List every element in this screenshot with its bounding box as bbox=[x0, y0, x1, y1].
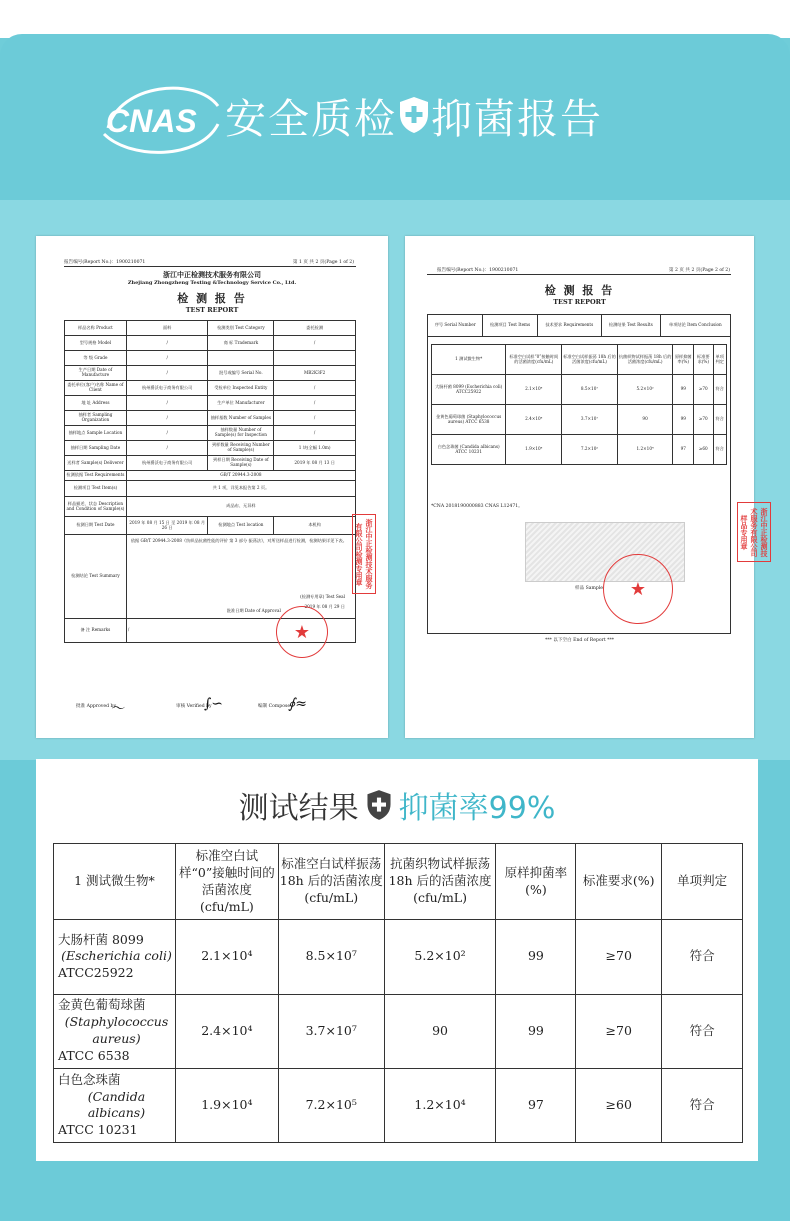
results-cell-verdict: 符合 bbox=[662, 994, 743, 1068]
doc1-info-row bbox=[65, 366, 356, 381]
doc1-company-cn: 浙江中正检测技术服务有限公司 bbox=[163, 270, 261, 279]
doc2-sample-label: 样品 Sample bbox=[575, 586, 604, 591]
results-organism-latin: (Candida albicans) bbox=[87, 1088, 146, 1121]
doc2-title-en: TEST REPORT bbox=[553, 298, 606, 306]
doc1-info-row bbox=[65, 441, 356, 456]
results-row bbox=[54, 920, 743, 994]
doc2-result-cell: 符合 bbox=[713, 435, 727, 465]
doc2-page-number: 第 2 页 共 2 页(Page 2 of 2) bbox=[668, 268, 730, 273]
header-title-part2: 抑菌报告 bbox=[431, 94, 603, 143]
doc1-info-cell: 杭州爵沃电子商务有限公司 bbox=[126, 381, 208, 396]
doc1-info-cell: 送样者 Sample(s) Deliverer bbox=[65, 456, 127, 471]
doc1-info-row bbox=[65, 336, 356, 351]
doc1-summary-label: 检测结论 Test Summary bbox=[65, 535, 127, 619]
results-cell-verdict: 符合 bbox=[662, 1068, 743, 1142]
results-header-cell: 1 测试微生物* bbox=[54, 844, 176, 920]
doc1-title-en: TEST REPORT bbox=[185, 306, 239, 314]
doc2-inner-header-cell: 抗菌织物试样振荡 18h 后的活菌浓度(cfu/mL) bbox=[617, 345, 673, 375]
doc2-header-cell: 序号 Serial Number bbox=[428, 315, 483, 337]
doc1-info-cell: / bbox=[126, 351, 208, 366]
results-header-cell: 原样抑菌率(%) bbox=[496, 844, 576, 920]
doc2-header-cell: 检测结果 Test Results bbox=[601, 315, 660, 337]
doc1-report-no: 报告编号(Report No.)：1900210071 bbox=[64, 260, 146, 265]
doc1-date-label: 检测日期 Test Date bbox=[65, 517, 127, 535]
doc1-info-cell: 抽样基数 Number of Samples bbox=[208, 411, 274, 426]
doc1-info-cell: 样品名称 Product bbox=[65, 321, 127, 336]
svg-text:CNAS: CNAS bbox=[106, 103, 197, 139]
doc1-info-cell: / bbox=[126, 426, 208, 441]
doc1-info-cell: 委托检测 bbox=[274, 321, 356, 336]
doc2-title-cn: 检 测 报 告 bbox=[544, 284, 615, 297]
doc1-seal-text: (检测专用章) Test Seal bbox=[300, 594, 345, 600]
doc1-info-row bbox=[65, 381, 356, 396]
doc1-info-cell: / bbox=[274, 426, 356, 441]
doc2-inner-header-cell: 标准空白试样“0”接触时间的活菌浓度(cfu/mL) bbox=[506, 345, 562, 375]
doc1-info-cell: 到样日期 Receiving Date of Sample(s) bbox=[208, 456, 274, 471]
doc1-info-cell: / bbox=[274, 411, 356, 426]
doc1-info-row bbox=[65, 456, 356, 471]
doc1-info-cell: 抽样者 Sampling Organization bbox=[65, 411, 127, 426]
doc1-info-cell: / bbox=[126, 366, 208, 381]
doc1-verified-label: 审核 Verified by bbox=[176, 704, 212, 709]
top-white-band bbox=[0, 0, 790, 38]
doc2-result-cell: ≥70 bbox=[694, 405, 713, 435]
doc1-compose-label: 编制 Compose bbox=[258, 704, 291, 709]
doc1-info-cell: 生产单位 Manufacturer bbox=[208, 396, 274, 411]
doc1-info-cell: 批号或编号 Serial No. bbox=[208, 366, 274, 381]
star-icon: ★ bbox=[629, 578, 647, 600]
doc1-info-cell: / bbox=[126, 441, 208, 456]
results-header-cell: 抗菌织物试样振荡 18h 后的活菌浓度(cfu/mL) bbox=[384, 844, 496, 920]
doc2-red-seal bbox=[603, 554, 673, 624]
results-cell-ca: 90 bbox=[384, 994, 496, 1068]
doc2-result-cell: 5.2×10² bbox=[617, 375, 673, 405]
doc1-info-cell: 受检单位 Inspected Entity bbox=[208, 381, 274, 396]
doc2-result-cell: 2.1×10⁴ bbox=[506, 375, 562, 405]
doc1-info-row bbox=[65, 411, 356, 426]
page-header bbox=[100, 76, 700, 156]
results-organism-cell bbox=[54, 994, 176, 1068]
results-cell-req: ≥70 bbox=[576, 994, 662, 1068]
results-organism-strain: ATCC 6538 bbox=[58, 1048, 130, 1063]
cnas-logo-icon bbox=[100, 76, 222, 156]
doc1-basis-label: 检测依据 Test Requirements bbox=[65, 471, 127, 481]
doc1-items-label: 检测项目 Test Item(s) bbox=[65, 481, 127, 497]
doc1-info-cell: / bbox=[274, 396, 356, 411]
doc1-composer-signature: ∮≈ bbox=[288, 696, 308, 712]
bottom-strip bbox=[0, 1168, 790, 1221]
doc2-header-cell: 检测项目 Test Items bbox=[483, 315, 537, 337]
doc1-desc-value: 成品布、无异样 bbox=[126, 497, 355, 517]
results-table bbox=[53, 843, 743, 1143]
doc2-result-cell: 白色念珠菌 (Candida albicans) ATCC 10231 bbox=[432, 435, 506, 465]
results-cell-ca: 5.2×10² bbox=[384, 920, 496, 994]
doc2-footnote: *CNA 2018190000883 CNAS L12471。 bbox=[431, 504, 523, 509]
doc2-inner-header-cell: 原样抑菌率(%) bbox=[673, 345, 694, 375]
doc2-result-cell: 7.2×10⁵ bbox=[562, 435, 618, 465]
doc2-result-cell: 90 bbox=[617, 405, 673, 435]
doc2-inner-header-cell: 1 测试微生物* bbox=[432, 345, 506, 375]
doc1-desc-label: 样品描述、状态 Description and Condition of Sample(s) bbox=[65, 497, 127, 517]
doc1-info-cell: 抽样日期 Sampling Date bbox=[65, 441, 127, 456]
doc1-remarks-value: / bbox=[126, 619, 355, 643]
results-organism-name: 金黄色葡萄球菌 bbox=[58, 997, 146, 1013]
doc2-result-cell: 1.2×10⁴ bbox=[617, 435, 673, 465]
results-cell-verdict: 符合 bbox=[662, 920, 743, 994]
doc1-info-cell: 商 标 Trademark bbox=[208, 336, 274, 351]
results-cell-rate: 97 bbox=[496, 1068, 576, 1142]
results-title-part2: 抑菌率99% bbox=[398, 791, 556, 826]
doc1-info-cell: / bbox=[274, 336, 356, 351]
doc2-side-stamp: 浙江中正检测技术服务有限公司样品专用章 bbox=[737, 502, 771, 562]
doc2-result-cell: 99 bbox=[673, 375, 694, 405]
doc1-info-cell: 到样数量 Receiving Number of Sample(s) bbox=[208, 441, 274, 456]
results-cell-req: ≥70 bbox=[576, 920, 662, 994]
doc1-approved-label: 批准 Approved by bbox=[76, 704, 117, 709]
doc1-info-cell: 等 级 Grade bbox=[65, 351, 127, 366]
doc1-info-cell: 委托单位(客户)名称 Name of Client bbox=[65, 381, 127, 396]
doc2-result-table bbox=[431, 344, 727, 465]
doc1-approval-label: 批准日期 Date of Approval bbox=[226, 608, 281, 614]
doc1-red-seal bbox=[276, 606, 328, 658]
doc1-rule bbox=[64, 266, 356, 267]
doc1-info-cell: 抽样数量 Number of Sample(s) for Inspection bbox=[208, 426, 274, 441]
doc1-info-cell: / bbox=[126, 336, 208, 351]
doc1-info-cell: 生产日期 Date of Manufacture bbox=[65, 366, 127, 381]
doc2-header-table bbox=[427, 314, 731, 337]
doc1-location-label: 检测地点 Test location bbox=[208, 517, 274, 535]
doc2-result-cell: 符合 bbox=[713, 405, 727, 435]
doc2-rule bbox=[427, 274, 731, 275]
doc1-remarks-label: 备 注 Remarks bbox=[65, 619, 127, 643]
results-cell-c18: 3.7×10⁷ bbox=[278, 994, 384, 1068]
doc1-info-row bbox=[65, 426, 356, 441]
doc2-result-row bbox=[432, 375, 727, 405]
doc1-location-value: 本机构 bbox=[274, 517, 356, 535]
results-cell-ca: 1.2×10⁴ bbox=[384, 1068, 496, 1142]
doc1-info-cell: / bbox=[126, 396, 208, 411]
doc1-info-cell: 检测类别 Test Category bbox=[208, 321, 274, 336]
results-organism-strain: ATCC 10231 bbox=[58, 1122, 138, 1138]
header-title-part1: 安全质检 bbox=[225, 94, 397, 143]
doc1-basis-value: GB/T 20944.3-2008 bbox=[126, 471, 355, 481]
doc1-info-cell: MB2K3F2 bbox=[274, 366, 356, 381]
doc2-inner-header-cell: 标准空白试样振荡 18h 后的活菌浓度(cfu/mL) bbox=[562, 345, 618, 375]
doc1-info-cell: 2019 年 08 月 13 日 bbox=[274, 456, 356, 471]
shield-plus-icon bbox=[397, 95, 431, 135]
results-header-cell: 单项判定 bbox=[662, 844, 743, 920]
doc1-info-row bbox=[65, 396, 356, 411]
results-organism-strain: ATCC25922 bbox=[58, 965, 134, 981]
doc2-result-cell: 3.7×10⁷ bbox=[562, 405, 618, 435]
doc1-info-cell: 型号规格 Model bbox=[65, 336, 127, 351]
doc2-result-cell: ≥60 bbox=[694, 435, 713, 465]
results-organism-name: 大肠杆菌 8099 bbox=[58, 931, 144, 947]
doc2-result-cell: 99 bbox=[673, 405, 694, 435]
doc2-result-row bbox=[432, 405, 727, 435]
doc1-info-cell bbox=[274, 351, 356, 366]
doc2-result-cell: 金黄色葡萄球菌 (Staphylococcus aureus) ATCC 6538 bbox=[432, 405, 506, 435]
results-cell-rate: 99 bbox=[496, 920, 576, 994]
doc1-summary-text: 依据 GB/T 20944.3-2008《纺织品抗菌性能的评价 第 3 部分 振荡法》，对所送样品进行检测，检测结果详见下表。 bbox=[130, 538, 347, 543]
results-header-cell: 标准要求(%) bbox=[576, 844, 662, 920]
results-organism-latin: (Staphylococcus aureus) bbox=[64, 1014, 169, 1047]
doc2-result-cell: 2.4×10⁴ bbox=[506, 405, 562, 435]
results-cell-c18: 7.2×10⁵ bbox=[278, 1068, 384, 1142]
doc2-result-cell: 8.5×10⁷ bbox=[562, 375, 618, 405]
results-header-cell: 标准空白试样“0”接触时间的活菌浓度(cfu/mL) bbox=[175, 844, 278, 920]
doc1-side-stamp: 浙江中正检测技术服务有限公司检测专用章 bbox=[352, 514, 376, 594]
results-organism-latin: (Escherichia coli) bbox=[61, 948, 172, 964]
doc1-verifier-signature: ∫∽ bbox=[204, 696, 224, 712]
shield-plus-icon bbox=[365, 788, 393, 822]
doc1-date-value: 2019 年 08 月 15 日 至 2019 年 08 月 26 日 bbox=[126, 517, 208, 535]
results-title bbox=[36, 783, 758, 827]
doc2-result-cell: ≥70 bbox=[694, 375, 713, 405]
doc2-result-cell: 大肠杆菌 8099 (Escherichia coli) ATCC25922 bbox=[432, 375, 506, 405]
results-cell-c0: 2.4×10⁴ bbox=[175, 994, 278, 1068]
doc2-header-cell: 技术要求 Requirements bbox=[537, 315, 601, 337]
doc1-info-cell: 1 块(全幅 1.0m) bbox=[274, 441, 356, 456]
report-page-1 bbox=[36, 236, 388, 738]
results-cell-rate: 99 bbox=[496, 994, 576, 1068]
results-cell-c0: 1.9×10⁴ bbox=[175, 1068, 278, 1142]
doc2-result-cell: 符合 bbox=[713, 375, 727, 405]
doc1-info-cell bbox=[208, 351, 274, 366]
results-header-cell: 标准空白试样振荡 18h 后的活菌浓度(cfu/mL) bbox=[278, 844, 384, 920]
doc1-info-table bbox=[64, 320, 356, 643]
doc1-info-row bbox=[65, 321, 356, 336]
results-cell-req: ≥60 bbox=[576, 1068, 662, 1142]
star-icon: ★ bbox=[293, 621, 311, 643]
doc2-end-of-report: *** 以下空白 End of Report *** bbox=[544, 638, 615, 643]
header-title bbox=[225, 90, 603, 143]
doc1-info-cell: 地 址 Address bbox=[65, 396, 127, 411]
results-cell-c18: 8.5×10⁷ bbox=[278, 920, 384, 994]
doc2-inner-header-cell: 单项判定 bbox=[713, 345, 727, 375]
doc1-approval-value: 2019 年 08 月 29 日 bbox=[304, 604, 345, 610]
results-organism-name: 白色念珠菌 bbox=[58, 1071, 121, 1087]
doc1-info-cell: / bbox=[274, 381, 356, 396]
results-row bbox=[54, 1068, 743, 1142]
doc2-result-row bbox=[432, 435, 727, 465]
doc1-info-cell: 抽样地点 Sample Location bbox=[65, 426, 127, 441]
doc1-info-cell: 杭州爵沃电子商务有限公司 bbox=[126, 456, 208, 471]
doc1-info-cell: 面料 bbox=[126, 321, 208, 336]
doc1-approver-signature: 〜 bbox=[110, 701, 124, 717]
results-organism-cell bbox=[54, 1068, 176, 1142]
doc2-header-cell: 单项结论 Item Conclusion bbox=[660, 315, 730, 337]
doc1-info-row bbox=[65, 351, 356, 366]
results-row bbox=[54, 994, 743, 1068]
results-organism-cell bbox=[54, 920, 176, 994]
doc1-company-en: Zhejiang Zhongzheng Testing &Technology Service Co., Ltd. bbox=[127, 280, 297, 286]
results-card bbox=[36, 759, 758, 1161]
doc1-page-number: 第 1 页 共 2 页(Page 1 of 2) bbox=[292, 260, 354, 265]
doc1-title-cn: 检 测 报 告 bbox=[177, 292, 247, 305]
doc1-items-value: 共 1 项，详见本报告第 2 页。 bbox=[126, 481, 355, 497]
doc2-inner-header-cell: 标准要求(%) bbox=[694, 345, 713, 375]
doc2-result-cell: 1.9×10⁴ bbox=[506, 435, 562, 465]
results-title-part1: 测试结果 bbox=[238, 791, 359, 826]
doc2-result-cell: 97 bbox=[673, 435, 694, 465]
results-cell-c0: 2.1×10⁴ bbox=[175, 920, 278, 994]
doc2-report-no: 报告编号(Report No.)：1900210071 bbox=[437, 268, 519, 273]
report-page-2 bbox=[405, 236, 768, 738]
doc1-info-cell: / bbox=[126, 411, 208, 426]
